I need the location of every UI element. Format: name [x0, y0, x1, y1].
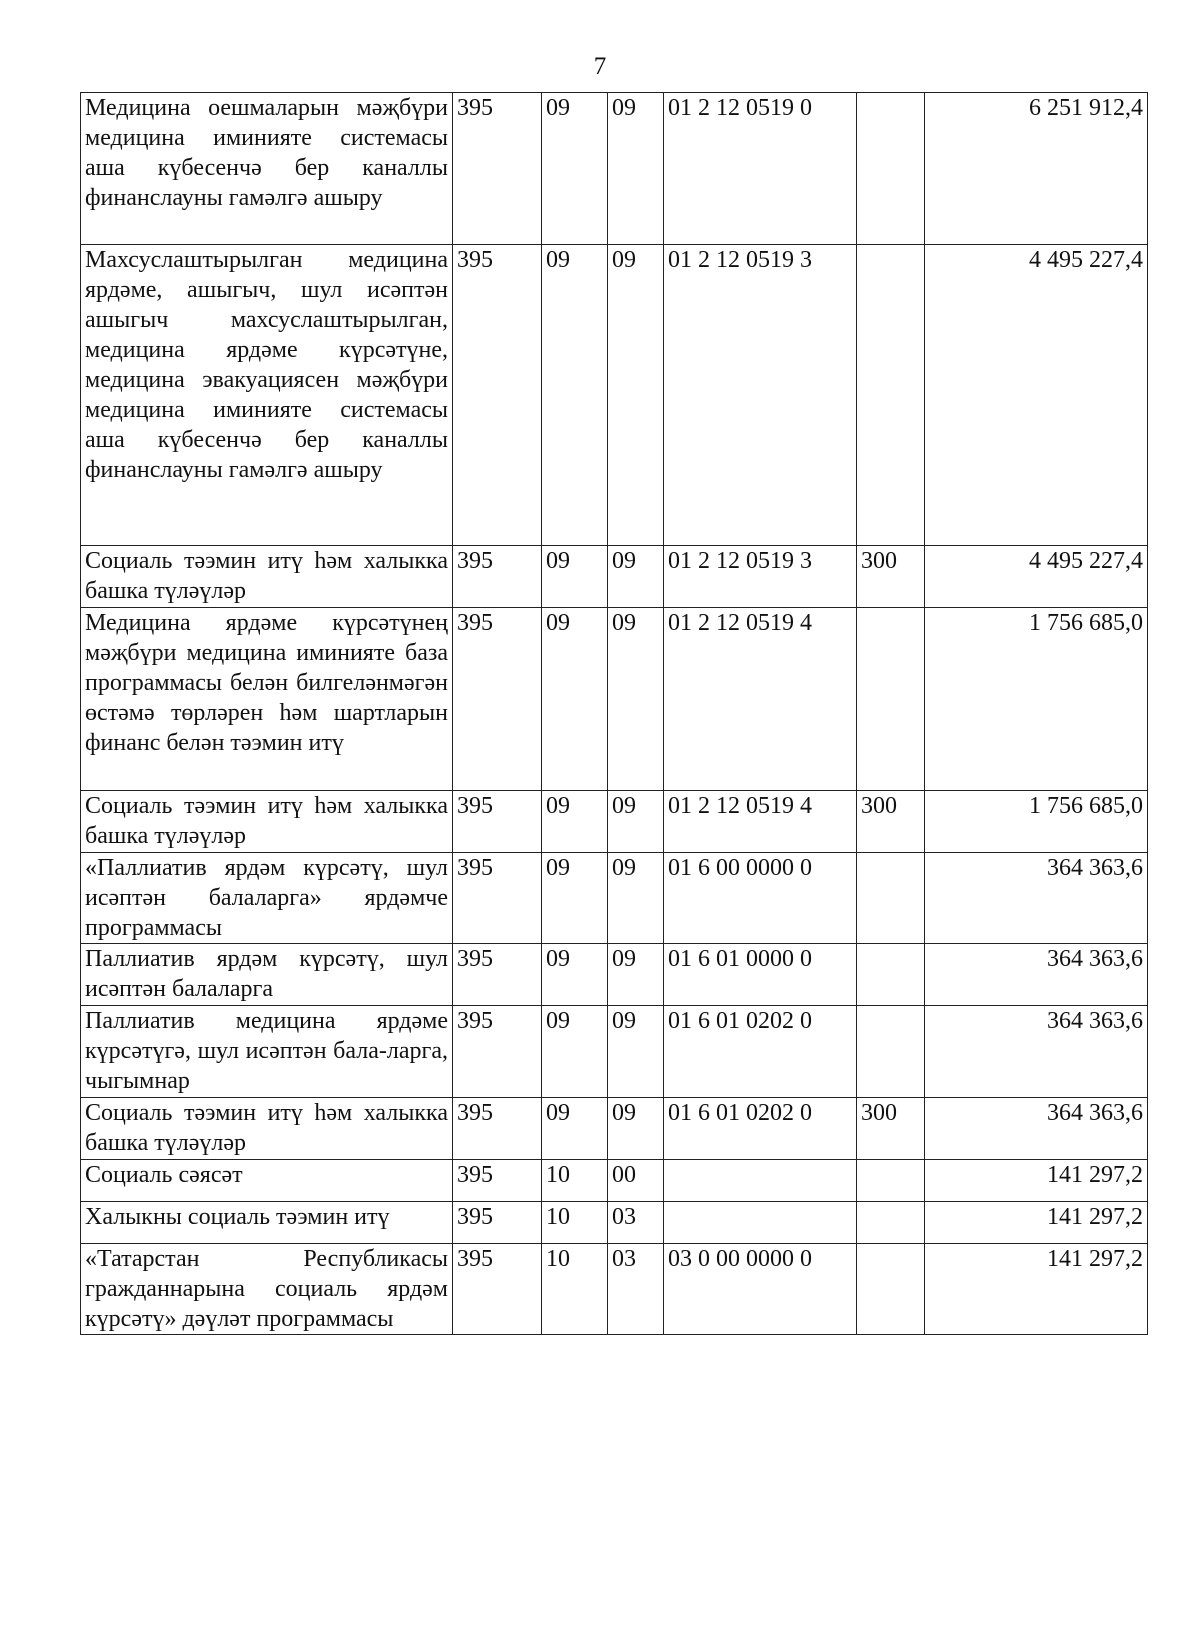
row-name-cell: Медицина оешмаларын мәҗбүри медицина иминияте системасы аша күбесенчә бер каналлы финанслауны гамәлгә ашыру [81, 93, 453, 245]
row-section-cell: 09 [542, 944, 608, 1006]
row-section-cell: 09 [542, 853, 608, 944]
row-ministry-cell: 395 [453, 853, 542, 944]
row-expense-type-cell [857, 1202, 925, 1244]
row-amount-cell: 141 297,2 [925, 1244, 1148, 1335]
row-expense-type-cell [857, 853, 925, 944]
table-row [81, 546, 1148, 608]
row-expense-type-cell [857, 1006, 925, 1098]
row-amount-cell: 364 363,6 [925, 1006, 1148, 1098]
row-subsection-cell: 09 [608, 546, 664, 608]
row-ministry-cell: 395 [453, 1098, 542, 1160]
row-section-cell: 09 [542, 546, 608, 608]
row-amount-cell: 1 756 685,0 [925, 608, 1148, 791]
row-amount-cell: 364 363,6 [925, 853, 1148, 944]
table-row [81, 1006, 1148, 1098]
table-row [81, 1160, 1148, 1202]
row-ministry-cell: 395 [453, 608, 542, 791]
row-name-cell: Социаль тәэмин итү һәм халыкка башка түләүләр [81, 546, 453, 608]
row-subsection-cell: 00 [608, 1160, 664, 1202]
row-name-cell: Социаль сәясәт [81, 1160, 453, 1202]
table-row [81, 853, 1148, 944]
row-amount-cell: 141 297,2 [925, 1160, 1148, 1202]
row-expense-type-cell: 300 [857, 546, 925, 608]
row-amount-cell: 6 251 912,4 [925, 93, 1148, 245]
row-ministry-cell: 395 [453, 1160, 542, 1202]
table-row [81, 245, 1148, 546]
row-name-cell: «Паллиатив ярдәм күрсәтү, шул исәптән балаларга» ярдәмче программасы [81, 853, 453, 944]
row-amount-cell: 364 363,6 [925, 1098, 1148, 1160]
row-subsection-cell: 09 [608, 1006, 664, 1098]
row-subsection-cell: 09 [608, 245, 664, 546]
row-target-article-cell: 01 2 12 0519 4 [664, 791, 857, 853]
row-expense-type-cell [857, 93, 925, 245]
row-target-article-cell: 01 6 01 0202 0 [664, 1006, 857, 1098]
table-row [81, 944, 1148, 1006]
row-subsection-cell: 03 [608, 1244, 664, 1335]
row-ministry-cell: 395 [453, 1006, 542, 1098]
row-section-cell: 09 [542, 245, 608, 546]
row-amount-cell: 4 495 227,4 [925, 546, 1148, 608]
table-row [81, 608, 1148, 791]
row-target-article-cell: 01 2 12 0519 3 [664, 546, 857, 608]
row-subsection-cell: 09 [608, 608, 664, 791]
row-ministry-cell: 395 [453, 791, 542, 853]
table-row [81, 791, 1148, 853]
row-ministry-cell: 395 [453, 1244, 542, 1335]
table-row [81, 1098, 1148, 1160]
row-amount-cell: 4 495 227,4 [925, 245, 1148, 546]
row-subsection-cell: 09 [608, 944, 664, 1006]
row-expense-type-cell: 300 [857, 791, 925, 853]
row-subsection-cell: 09 [608, 853, 664, 944]
row-name-cell: Социаль тәэмин итү һәм халыкка башка түләүләр [81, 1098, 453, 1160]
row-target-article-cell [664, 1160, 857, 1202]
row-name-cell: Социаль тәэмин итү һәм халыкка башка түләүләр [81, 791, 453, 853]
budget-table-body [81, 93, 1148, 1335]
row-target-article-cell: 01 6 00 0000 0 [664, 853, 857, 944]
row-ministry-cell: 395 [453, 245, 542, 546]
row-expense-type-cell [857, 1160, 925, 1202]
page-number: 7 [593, 53, 607, 80]
row-target-article-cell: 01 2 12 0519 0 [664, 93, 857, 245]
row-ministry-cell: 395 [453, 546, 542, 608]
row-name-cell: Халыкны социаль тәэмин итү [81, 1202, 453, 1244]
row-target-article-cell: 03 0 00 0000 0 [664, 1244, 857, 1335]
row-amount-cell: 141 297,2 [925, 1202, 1148, 1244]
row-section-cell: 09 [542, 608, 608, 791]
row-name-cell: Паллиатив ярдәм күрсәтү, шул исәптән балаларга [81, 944, 453, 1006]
row-target-article-cell [664, 1202, 857, 1244]
row-subsection-cell: 09 [608, 93, 664, 245]
row-target-article-cell: 01 6 01 0000 0 [664, 944, 857, 1006]
row-name-cell: «Татарстан Республикасы гражданнарына социаль ярдәм күрсәтү» дәүләт программасы [81, 1244, 453, 1335]
budget-table [80, 92, 1148, 1335]
row-subsection-cell: 09 [608, 1098, 664, 1160]
row-expense-type-cell [857, 1244, 925, 1335]
row-section-cell: 10 [542, 1160, 608, 1202]
row-expense-type-cell [857, 944, 925, 1006]
row-subsection-cell: 09 [608, 791, 664, 853]
table-row [81, 93, 1148, 245]
row-amount-cell: 364 363,6 [925, 944, 1148, 1006]
row-subsection-cell: 03 [608, 1202, 664, 1244]
row-section-cell: 09 [542, 1006, 608, 1098]
row-expense-type-cell: 300 [857, 1098, 925, 1160]
row-name-cell: Паллиатив медицина ярдәме күрсәтүгә, шул исәптән бала-ларга, чыгымнар [81, 1006, 453, 1098]
row-section-cell: 09 [542, 1098, 608, 1160]
row-amount-cell: 1 756 685,0 [925, 791, 1148, 853]
row-ministry-cell: 395 [453, 1202, 542, 1244]
row-ministry-cell: 395 [453, 944, 542, 1006]
table-row [81, 1244, 1148, 1335]
row-target-article-cell: 01 2 12 0519 4 [664, 608, 857, 791]
row-expense-type-cell [857, 245, 925, 546]
row-section-cell: 10 [542, 1244, 608, 1335]
row-name-cell: Махсуслаштырылган медицина ярдәме, ашыгыч, шул исәптән ашыгыч махсуслаштырылган, медицина ярдәме күрсәтүне, медицина эвакуациясен мәҗбүри медицина иминияте системасы аша күбесенчә бер каналлы финанслауны гамәлгә ашыру [81, 245, 453, 546]
row-section-cell: 09 [542, 93, 608, 245]
table-row [81, 1202, 1148, 1244]
row-target-article-cell: 01 2 12 0519 3 [664, 245, 857, 546]
row-expense-type-cell [857, 608, 925, 791]
row-name-cell: Медицина ярдәме күрсәтүнең мәҗбүри медицина иминияте база программасы белән билгеләнмәгән өстәмә төрләрен һәм шартларын финанс белән тәэмин итү [81, 608, 453, 791]
row-section-cell: 09 [542, 791, 608, 853]
row-section-cell: 10 [542, 1202, 608, 1244]
row-ministry-cell: 395 [453, 93, 542, 245]
row-target-article-cell: 01 6 01 0202 0 [664, 1098, 857, 1160]
